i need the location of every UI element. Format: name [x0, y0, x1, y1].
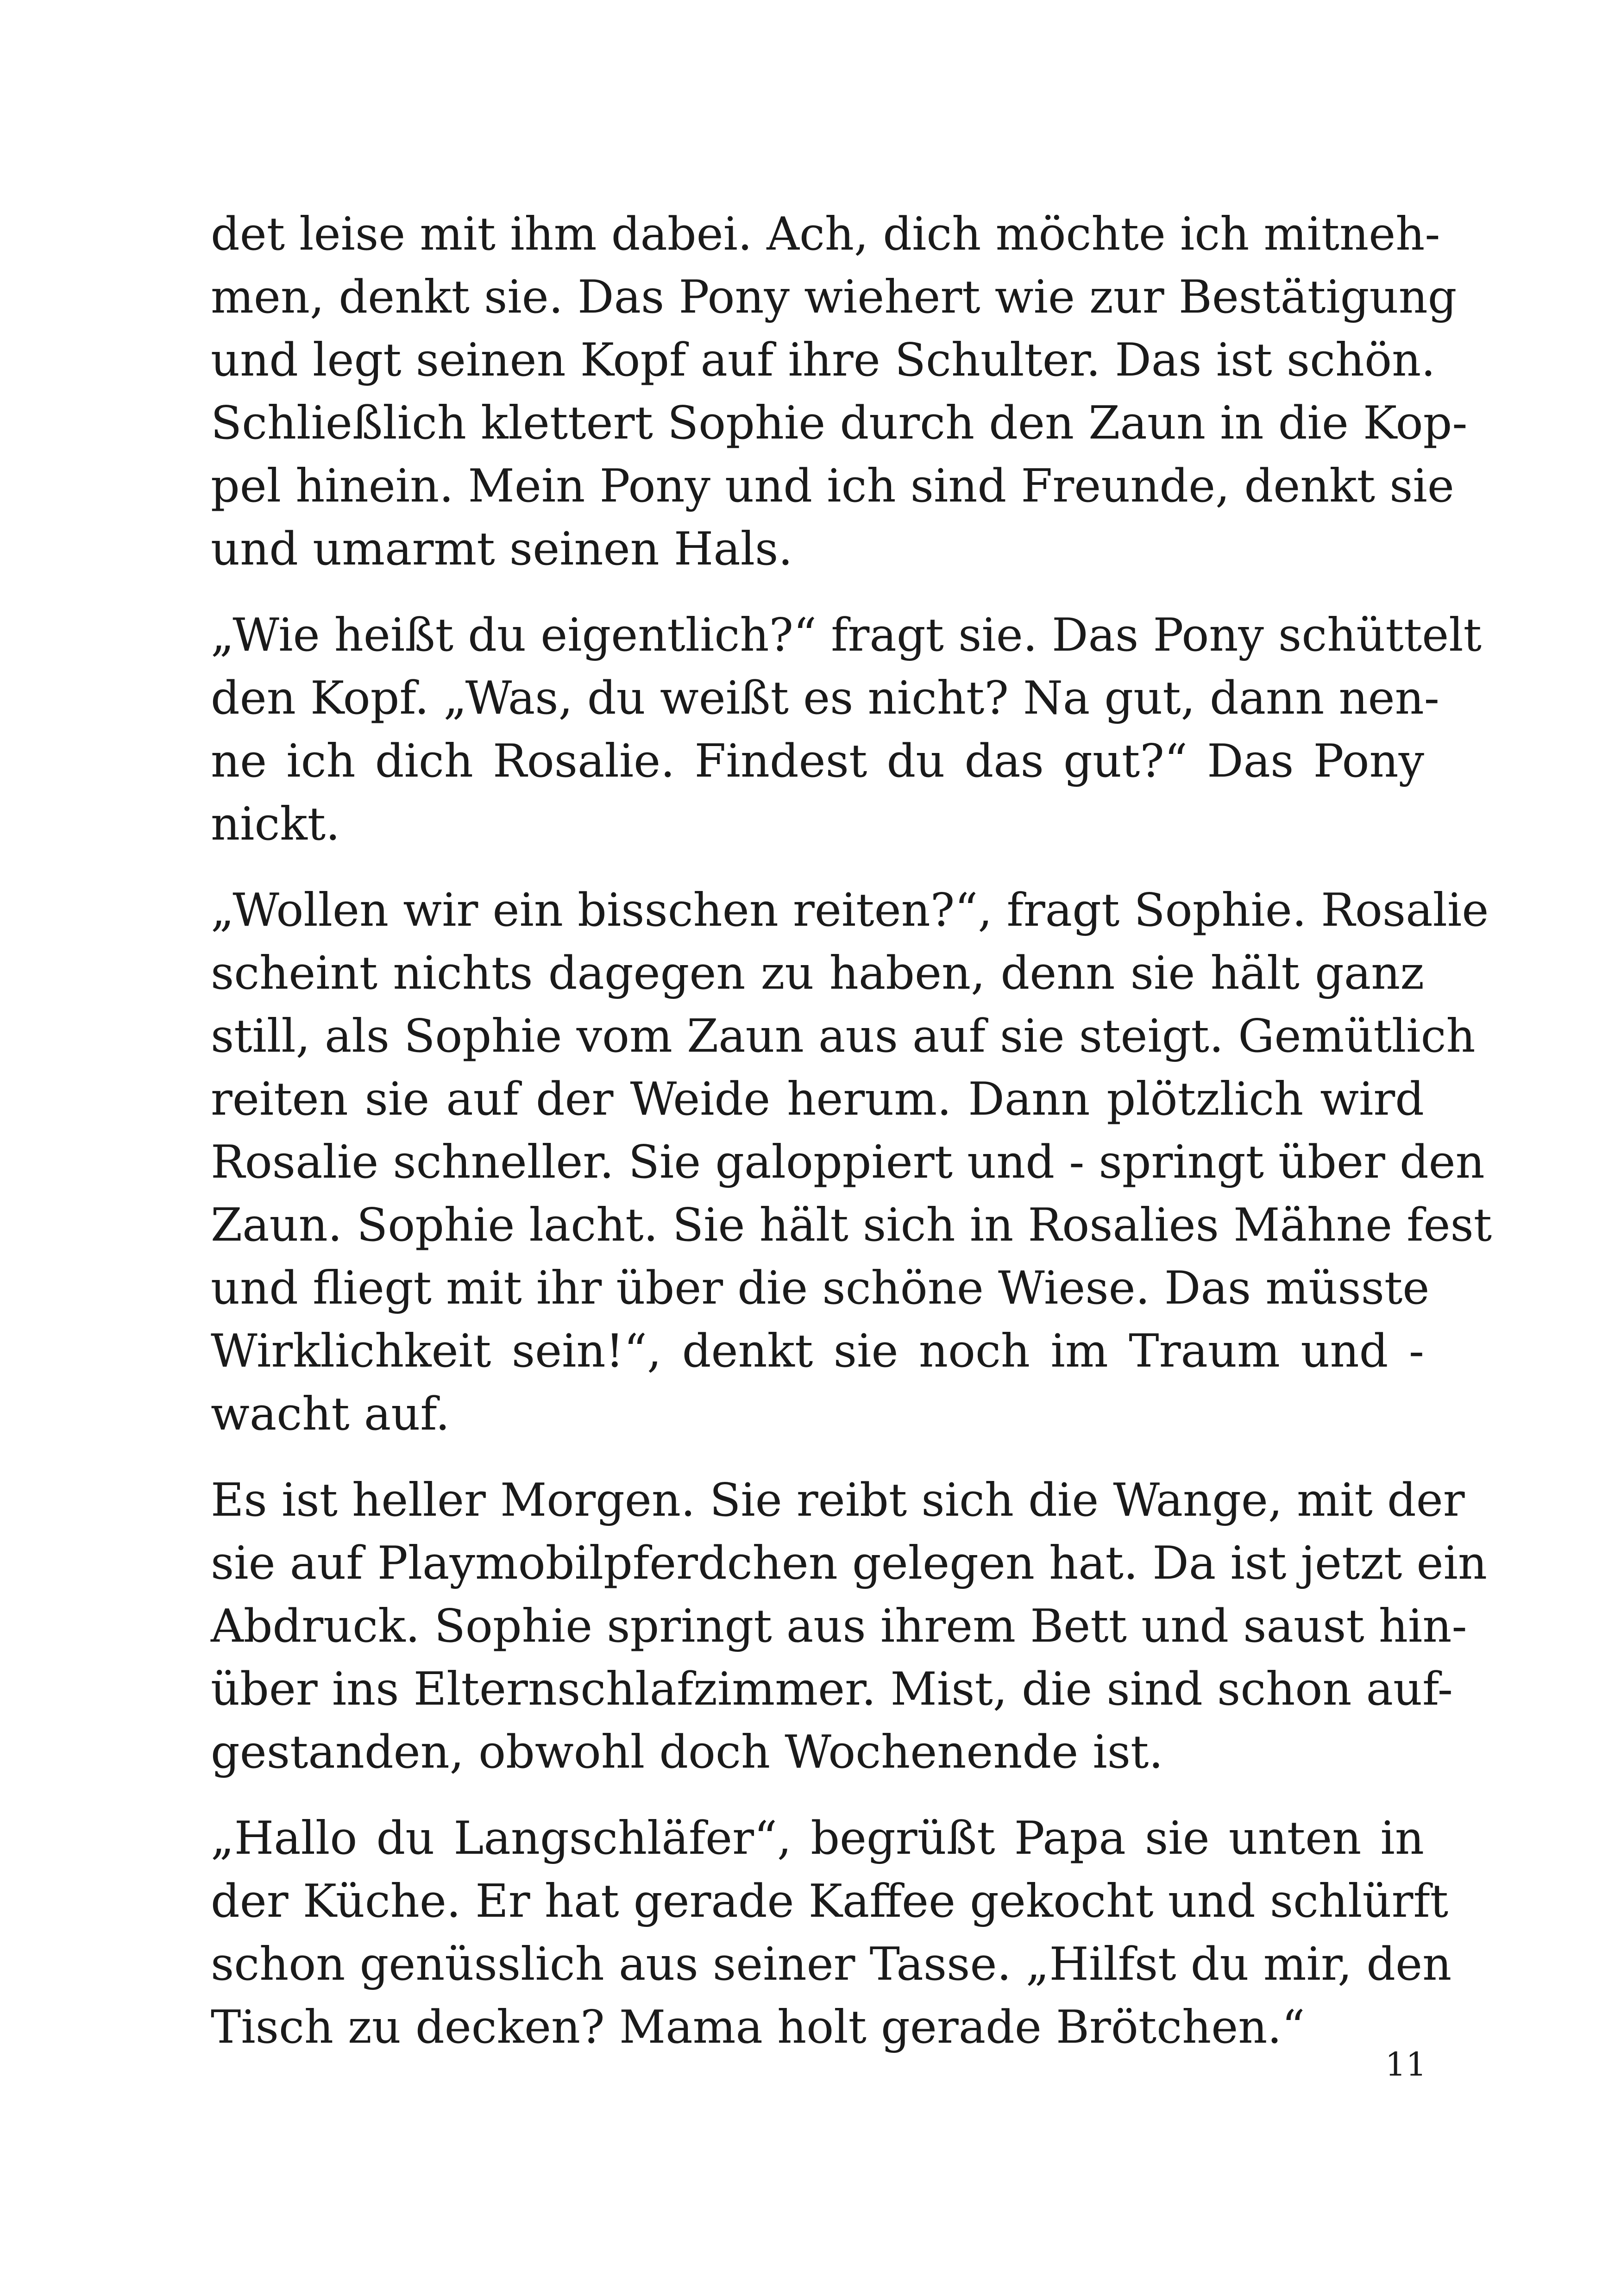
- text-line: „Wie heißt du eigentlich?“ fragt sie. Das Pony schüttelt: [211, 609, 1482, 662]
- paragraph-5: [211, 1807, 1452, 2059]
- paragraph-4: [211, 1469, 1488, 1784]
- text-line: gestanden, obwohl doch Wochenende ist.: [211, 1726, 1163, 1779]
- text-line: pel hinein. Mein Pony und ich sind Freunde, denkt sie: [211, 460, 1454, 513]
- text-line: det leise mit ihm dabei. Ach, dich möchte ich mitneh-: [211, 208, 1440, 261]
- text-line: Es ist heller Morgen. Sie reibt sich die Wange, mit der: [211, 1474, 1465, 1527]
- text-line: Wirklichkeit sein!“, denkt sie noch im Traum und -: [211, 1325, 1424, 1378]
- text-line: Abdruck. Sophie springt aus ihrem Bett und saust hin-: [211, 1600, 1467, 1653]
- text-line: still, als Sophie vom Zaun aus auf sie steigt. Gemütlich: [211, 1010, 1476, 1063]
- body-text: [211, 203, 1492, 2082]
- text-line: den Kopf. „Was, du weißt es nicht? Na gut, dann nen-: [211, 672, 1439, 725]
- text-line: schon genüsslich aus seiner Tasse. „Hilfst du mir, den: [211, 1938, 1452, 1991]
- text-line: reiten sie auf der Weide herum. Dann plötzlich wird: [211, 1073, 1424, 1126]
- text-line: ne ich dich Rosalie. Findest du das gut?“ Das Pony: [211, 735, 1424, 788]
- text-line: „Hallo du Langschläfer“, begrüßt Papa sie unten in: [211, 1812, 1424, 1865]
- page-number: 11: [1385, 2045, 1426, 2083]
- text-line: Schließlich klettert Sophie durch den Zaun in die Kop-: [211, 397, 1468, 450]
- text-line: Tisch zu decken? Mama holt gerade Brötchen.“: [211, 2001, 1305, 2054]
- paragraph-1: [211, 203, 1468, 581]
- text-line: „Wollen wir ein bisschen reiten?“, fragt Sophie. Rosalie: [211, 884, 1489, 937]
- text-line: sie auf Playmobilpferdchen gelegen hat. Da ist jetzt ein: [211, 1537, 1488, 1590]
- text-line: der Küche. Er hat gerade Kaffee gekocht und schlürft: [211, 1875, 1449, 1928]
- text-line: Zaun. Sophie lacht. Sie hält sich in Rosalies Mähne fest: [211, 1199, 1492, 1252]
- text-line: Rosalie schneller. Sie galoppiert und - springt über den: [211, 1136, 1485, 1189]
- text-line: und legt seinen Kopf auf ihre Schulter. Das ist schön.: [211, 334, 1436, 387]
- paragraph-3: [211, 879, 1492, 1446]
- text-line: und fliegt mit ihr über die schöne Wiese. Das müsste: [211, 1262, 1430, 1315]
- text-line: nickt.: [211, 798, 340, 851]
- text-line: über ins Elternschlafzimmer. Mist, die sind schon auf-: [211, 1663, 1453, 1716]
- text-line: men, denkt sie. Das Pony wiehert wie zur Bestätigung: [211, 271, 1457, 324]
- text-line: wacht auf.: [211, 1388, 450, 1441]
- text-line: und umarmt seinen Hals.: [211, 523, 793, 576]
- text-line: scheint nichts dagegen zu haben, denn sie hält ganz: [211, 947, 1424, 1000]
- paragraph-2: [211, 604, 1482, 856]
